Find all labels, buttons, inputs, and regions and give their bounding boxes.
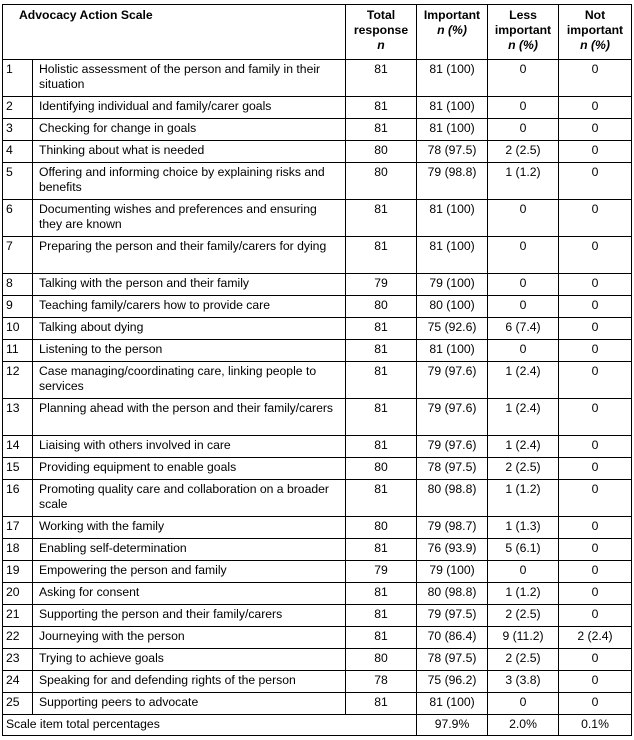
item-number: 20 — [3, 583, 33, 605]
total-response-value: 81 — [346, 200, 417, 237]
item-description: Teaching family/carers how to provide care — [33, 296, 346, 318]
less-important-value: 0 — [488, 200, 559, 237]
item-description: Offering and informing choice by explaining risks and benefits — [33, 163, 346, 200]
total-response-value: 80 — [346, 141, 417, 163]
total-response-value: 80 — [346, 517, 417, 539]
item-description: Thinking about what is needed — [33, 141, 346, 163]
less-important-value: 3 (3.8) — [488, 671, 559, 693]
table-row — [3, 517, 632, 539]
important-value: 78 (97.5) — [417, 458, 488, 480]
table-row — [3, 561, 632, 583]
table-row — [3, 627, 632, 649]
important-value: 81 (100) — [417, 693, 488, 715]
total-response-value: 81 — [346, 627, 417, 649]
total-response-value: 81 — [346, 605, 417, 627]
important-header-line1: Important — [423, 8, 481, 22]
item-description: Promoting quality care and collaboration on a broader scale — [33, 480, 346, 517]
not-important-value: 0 — [559, 340, 632, 362]
not-important-value: 0 — [559, 399, 632, 436]
item-description: Documenting wishes and preferences and ensuring they are known — [33, 200, 346, 237]
not-important-value: 0 — [559, 605, 632, 627]
item-number: 15 — [3, 458, 33, 480]
item-description: Checking for change in goals — [33, 119, 346, 141]
important-value: 81 (100) — [417, 200, 488, 237]
table-header-row — [3, 5, 632, 60]
not-important-value: 0 — [559, 237, 632, 274]
important-value: 81 (100) — [417, 237, 488, 274]
scale-total-not-important: 0.1% — [559, 715, 632, 736]
important-value: 81 (100) — [417, 97, 488, 119]
important-value: 79 (100) — [417, 561, 488, 583]
total-response-value: 81 — [346, 60, 417, 97]
not-important-value: 0 — [559, 693, 632, 715]
table-row — [3, 119, 632, 141]
item-number: 21 — [3, 605, 33, 627]
not-important-value: 0 — [559, 97, 632, 119]
item-description: Supporting the person and their family/carers — [33, 605, 346, 627]
item-number: 14 — [3, 436, 33, 458]
less-important-value: 0 — [488, 237, 559, 274]
important-value: 79 (98.7) — [417, 517, 488, 539]
item-number: 19 — [3, 561, 33, 583]
not-important-value: 0 — [559, 163, 632, 200]
item-number: 7 — [3, 237, 33, 274]
item-description: Case managing/coordinating care, linking people to services — [33, 362, 346, 399]
important-value: 78 (97.5) — [417, 649, 488, 671]
table-row — [3, 318, 632, 340]
total-header-line2: response — [353, 23, 409, 37]
table-row — [3, 399, 632, 436]
item-description: Identifying individual and family/carer goals — [33, 97, 346, 119]
less-important-value: 5 (6.1) — [488, 539, 559, 561]
not-important-value: 0 — [559, 318, 632, 340]
total-response-value: 81 — [346, 237, 417, 274]
less-important-value: 0 — [488, 119, 559, 141]
not-important-value: 0 — [559, 671, 632, 693]
item-description: Enabling self-determination — [33, 539, 346, 561]
important-value: 76 (93.9) — [417, 539, 488, 561]
table-row — [3, 141, 632, 163]
important-value: 79 (97.6) — [417, 399, 488, 436]
important-header — [417, 5, 488, 60]
not-important-value: 0 — [559, 200, 632, 237]
item-number: 17 — [3, 517, 33, 539]
less-important-value: 6 (7.4) — [488, 318, 559, 340]
total-header-line3: n — [377, 38, 385, 52]
table-row — [3, 605, 632, 627]
total-response-value: 81 — [346, 480, 417, 517]
table-row — [3, 296, 632, 318]
important-value: 80 (100) — [417, 296, 488, 318]
not-important-value: 2 (2.4) — [559, 627, 632, 649]
less-header-line2: important — [494, 23, 552, 37]
less-important-value: 1 (1.2) — [488, 583, 559, 605]
table-row — [3, 480, 632, 517]
scale-total-less-important: 2.0% — [488, 715, 559, 736]
total-response-value: 81 — [346, 693, 417, 715]
scale-total-label: Scale item total percentages — [3, 715, 417, 736]
total-response-value: 81 — [346, 399, 417, 436]
item-number: 22 — [3, 627, 33, 649]
table-row — [3, 583, 632, 605]
item-description: Talking with the person and their family — [33, 274, 346, 296]
table-row — [3, 340, 632, 362]
item-number: 12 — [3, 362, 33, 399]
item-description: Speaking for and defending rights of the person — [33, 671, 346, 693]
total-response-value: 81 — [346, 539, 417, 561]
total-response-value: 81 — [346, 436, 417, 458]
not-important-value: 0 — [559, 649, 632, 671]
important-value: 75 (96.2) — [417, 671, 488, 693]
important-value: 81 (100) — [417, 60, 488, 97]
less-important-value: 9 (11.2) — [488, 627, 559, 649]
less-important-header — [488, 5, 559, 60]
not-header-line2: important — [566, 23, 624, 37]
less-important-value: 2 (2.5) — [488, 649, 559, 671]
less-important-value: 2 (2.5) — [488, 458, 559, 480]
table-footer-row — [3, 715, 632, 736]
less-important-value: 1 (2.4) — [488, 436, 559, 458]
item-number: 10 — [3, 318, 33, 340]
total-header-line1: Total — [366, 8, 396, 22]
table-row — [3, 60, 632, 97]
not-important-value: 0 — [559, 141, 632, 163]
not-important-value: 0 — [559, 362, 632, 399]
important-value: 79 (100) — [417, 274, 488, 296]
less-important-value: 0 — [488, 561, 559, 583]
advocacy-action-scale-table — [2, 4, 632, 736]
total-response-header — [346, 5, 417, 60]
not-important-value: 0 — [559, 436, 632, 458]
item-number: 16 — [3, 480, 33, 517]
total-response-value: 80 — [346, 296, 417, 318]
item-description: Liaising with others involved in care — [33, 436, 346, 458]
item-number: 18 — [3, 539, 33, 561]
important-value: 80 (98.8) — [417, 583, 488, 605]
less-important-value: 1 (2.4) — [488, 362, 559, 399]
item-description: Supporting peers to advocate — [33, 693, 346, 715]
less-header-line3: n (%) — [508, 38, 538, 52]
item-number: 1 — [3, 60, 33, 97]
not-header-line1: Not — [584, 8, 606, 22]
not-important-value: 0 — [559, 583, 632, 605]
item-number: 13 — [3, 399, 33, 436]
item-description: Listening to the person — [33, 340, 346, 362]
item-description: Preparing the person and their family/carers for dying — [33, 237, 346, 274]
item-number: 5 — [3, 163, 33, 200]
not-important-value: 0 — [559, 539, 632, 561]
not-important-value: 0 — [559, 480, 632, 517]
table-row — [3, 237, 632, 274]
item-number: 23 — [3, 649, 33, 671]
item-number: 25 — [3, 693, 33, 715]
table-row — [3, 458, 632, 480]
total-response-value: 79 — [346, 561, 417, 583]
item-description: Journeying with the person — [33, 627, 346, 649]
less-important-value: 0 — [488, 60, 559, 97]
less-important-value: 0 — [488, 340, 559, 362]
not-important-value: 0 — [559, 60, 632, 97]
table-row — [3, 200, 632, 237]
not-important-header — [559, 5, 632, 60]
less-important-value: 2 (2.5) — [488, 141, 559, 163]
total-response-value: 80 — [346, 458, 417, 480]
less-important-value: 0 — [488, 693, 559, 715]
total-response-value: 80 — [346, 163, 417, 200]
item-number: 9 — [3, 296, 33, 318]
total-response-value: 81 — [346, 583, 417, 605]
table-row — [3, 539, 632, 561]
less-header-line1: Less — [509, 8, 537, 22]
not-important-value: 0 — [559, 561, 632, 583]
less-important-value: 0 — [488, 296, 559, 318]
item-description: Working with the family — [33, 517, 346, 539]
not-important-value: 0 — [559, 274, 632, 296]
total-response-value: 79 — [346, 274, 417, 296]
important-value: 79 (97.5) — [417, 605, 488, 627]
not-header-line3: n (%) — [580, 38, 610, 52]
important-value: 78 (97.5) — [417, 141, 488, 163]
less-important-value: 0 — [488, 97, 559, 119]
item-number: 3 — [3, 119, 33, 141]
table-row — [3, 362, 632, 399]
table-row — [3, 436, 632, 458]
important-value: 79 (98.8) — [417, 163, 488, 200]
table-row — [3, 97, 632, 119]
important-header-line2: n (%) — [437, 23, 467, 37]
not-important-value: 0 — [559, 119, 632, 141]
item-description: Providing equipment to enable goals — [33, 458, 346, 480]
important-value: 81 (100) — [417, 340, 488, 362]
important-value: 70 (86.4) — [417, 627, 488, 649]
item-description: Empowering the person and family — [33, 561, 346, 583]
less-important-value: 2 (2.5) — [488, 605, 559, 627]
total-response-value: 81 — [346, 119, 417, 141]
item-number: 11 — [3, 340, 33, 362]
table-row — [3, 693, 632, 715]
important-value: 81 (100) — [417, 119, 488, 141]
item-description: Talking about dying — [33, 318, 346, 340]
not-important-value: 0 — [559, 517, 632, 539]
important-value: 80 (98.8) — [417, 480, 488, 517]
item-number: 2 — [3, 97, 33, 119]
total-response-value: 81 — [346, 97, 417, 119]
item-number: 4 — [3, 141, 33, 163]
total-response-value: 81 — [346, 362, 417, 399]
item-description: Holistic assessment of the person and family in their situation — [33, 60, 346, 97]
total-response-value: 78 — [346, 671, 417, 693]
table-row — [3, 274, 632, 296]
table-body — [3, 60, 632, 715]
table-row — [3, 163, 632, 200]
scale-title-header — [3, 5, 346, 60]
important-value: 79 (97.6) — [417, 436, 488, 458]
less-important-value: 1 (1.3) — [488, 517, 559, 539]
table-row — [3, 671, 632, 693]
item-number: 24 — [3, 671, 33, 693]
total-response-value: 81 — [346, 318, 417, 340]
total-response-value: 80 — [346, 649, 417, 671]
scale-title: Advocacy Action Scale — [19, 8, 153, 22]
less-important-value: 1 (2.4) — [488, 399, 559, 436]
less-important-value: 1 (1.2) — [488, 163, 559, 200]
important-value: 75 (92.6) — [417, 318, 488, 340]
item-number: 8 — [3, 274, 33, 296]
scale-total-important: 97.9% — [417, 715, 488, 736]
less-important-value: 1 (1.2) — [488, 480, 559, 517]
less-important-value: 0 — [488, 274, 559, 296]
important-value: 79 (97.6) — [417, 362, 488, 399]
item-description: Asking for consent — [33, 583, 346, 605]
item-number: 6 — [3, 200, 33, 237]
not-important-value: 0 — [559, 458, 632, 480]
not-important-value: 0 — [559, 296, 632, 318]
total-response-value: 81 — [346, 340, 417, 362]
table-row — [3, 649, 632, 671]
item-description: Planning ahead with the person and their family/carers — [33, 399, 346, 436]
item-description: Trying to achieve goals — [33, 649, 346, 671]
